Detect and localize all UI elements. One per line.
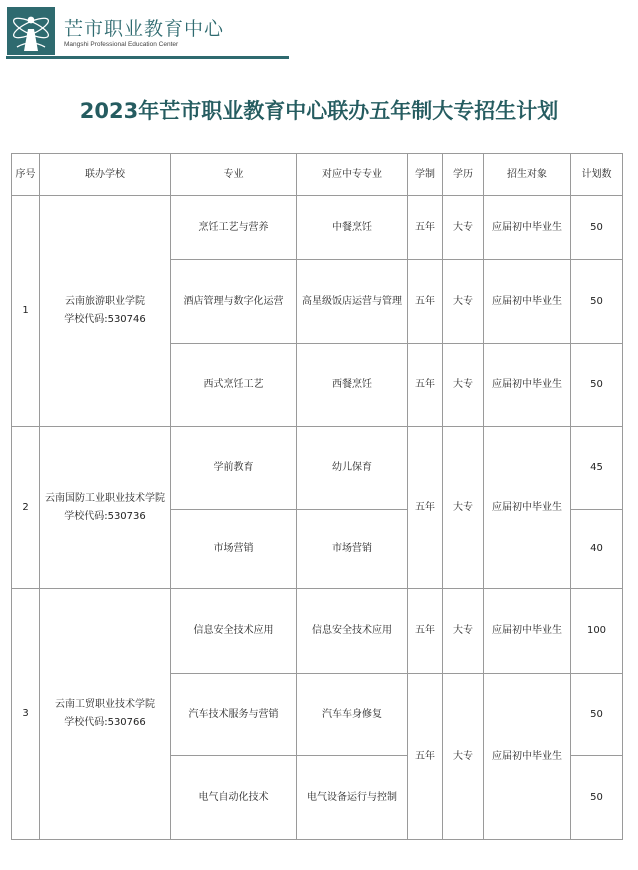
brand-name-en: Mangshi Professional Education Center [64, 41, 179, 48]
school-name: 云南工贸职业技术学院 [55, 699, 155, 710]
header-cell-major: 专业 [171, 154, 297, 196]
major-cell: 电气自动化技术 [171, 756, 297, 840]
length-cell: 五年 [408, 427, 443, 589]
school-cell [40, 196, 171, 427]
count-cell: 50 [571, 674, 623, 756]
school-name: 云南国防工业职业技术学院 [45, 492, 165, 504]
degree-cell: 大专 [443, 427, 484, 589]
target-cell: 应届初中毕业生 [484, 427, 571, 589]
major-cell: 汽车技术服务与营销 [171, 674, 297, 756]
page-title: 2023年芒市职业教育中心联办五年制大专招生计划 [79, 99, 559, 123]
major-cell: 市场营销 [171, 510, 297, 589]
count-cell: 50 [571, 196, 623, 260]
school-code: 学校代码:530746 [64, 314, 146, 325]
target-cell: 应届初中毕业生 [484, 344, 571, 427]
school-cell [40, 427, 171, 589]
brand-logo [7, 7, 55, 55]
mid-major-cell: 市场营销 [297, 510, 408, 589]
major-cell: 信息安全技术应用 [171, 589, 297, 674]
mid-major-cell: 幼儿保育 [297, 427, 408, 510]
count-cell: 50 [571, 756, 623, 840]
school-cell [40, 589, 171, 840]
brand-divider [6, 56, 289, 59]
header-cell-target: 招生对象 [484, 154, 571, 196]
degree-cell: 大专 [443, 344, 484, 427]
major-cell: 学前教育 [171, 427, 297, 510]
header-cell-no: 序号 [12, 154, 40, 196]
count-cell: 40 [571, 510, 623, 589]
atom-person-logo-icon [7, 7, 55, 55]
mid-major-cell: 西餐烹饪 [297, 344, 408, 427]
school-code: 学校代码:530766 [64, 717, 146, 728]
header-cell-school: 联办学校 [40, 154, 171, 196]
mid-major-cell: 中餐烹饪 [297, 196, 408, 260]
count-cell: 50 [571, 344, 623, 427]
header-cell-degree: 学历 [443, 154, 484, 196]
major-cell: 酒店管理与数字化运营 [171, 260, 297, 344]
target-cell: 应届初中毕业生 [484, 260, 571, 344]
enrollment-plan-table [11, 153, 623, 840]
header-cell-count: 计划数 [571, 154, 623, 196]
mid-major-cell: 信息安全技术应用 [297, 589, 408, 674]
degree-cell: 大专 [443, 196, 484, 260]
brand-name-cn: 芒市职业教育中心 [64, 18, 225, 40]
mid-major-cell: 电气设备运行与控制 [297, 756, 408, 840]
row-number: 2 [12, 427, 40, 589]
length-cell: 五年 [408, 674, 443, 840]
row-number: 1 [12, 196, 40, 427]
major-cell: 西式烹饪工艺 [171, 344, 297, 427]
row-number: 3 [12, 589, 40, 840]
count-cell: 100 [571, 589, 623, 674]
school-name: 云南旅游职业学院 [65, 296, 145, 307]
major-cell: 烹饪工艺与营养 [171, 196, 297, 260]
table-row [12, 589, 623, 674]
table-row [12, 196, 623, 260]
length-cell: 五年 [408, 344, 443, 427]
degree-cell: 大专 [443, 674, 484, 840]
table-header-row [12, 154, 623, 196]
target-cell: 应届初中毕业生 [484, 196, 571, 260]
count-cell: 50 [571, 260, 623, 344]
length-cell: 五年 [408, 589, 443, 674]
target-cell: 应届初中毕业生 [484, 589, 571, 674]
header-cell-length: 学制 [408, 154, 443, 196]
count-cell: 45 [571, 427, 623, 510]
mid-major-cell: 汽车车身修复 [297, 674, 408, 756]
table-row [12, 427, 623, 510]
degree-cell: 大专 [443, 589, 484, 674]
length-cell: 五年 [408, 196, 443, 260]
degree-cell: 大专 [443, 260, 484, 344]
mid-major-cell: 高星级饭店运营与管理 [297, 260, 408, 344]
header-cell-mid-major: 对应中专专业 [297, 154, 408, 196]
school-code: 学校代码:530736 [64, 510, 146, 522]
length-cell: 五年 [408, 260, 443, 344]
target-cell: 应届初中毕业生 [484, 674, 571, 840]
